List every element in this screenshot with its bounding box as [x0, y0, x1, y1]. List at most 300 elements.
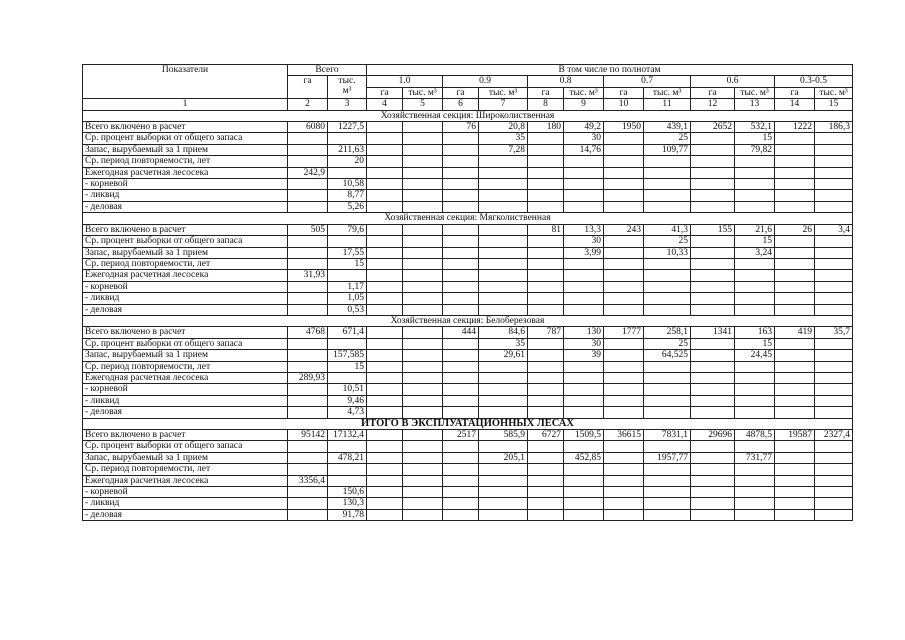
- table-cell: [735, 395, 775, 406]
- table-row: [83, 361, 853, 372]
- column-number: 3: [328, 99, 367, 110]
- table-cell: [604, 304, 644, 315]
- table-row: [83, 475, 853, 486]
- table-cell: [775, 487, 815, 498]
- table-cell: [604, 270, 644, 281]
- table-cell: 1957,77: [644, 452, 691, 463]
- table-cell: [367, 258, 403, 269]
- table-cell: 31,93: [288, 270, 328, 281]
- row-label: - ликвид: [83, 395, 288, 406]
- table-cell: [691, 395, 735, 406]
- table-cell: 452,85: [564, 452, 604, 463]
- table-cell: [604, 372, 644, 383]
- table-cell: [403, 452, 443, 463]
- table-row: [83, 407, 853, 418]
- table-cell: [735, 258, 775, 269]
- row-label: Ср. процент выборки от общего запаса: [83, 133, 288, 144]
- table-cell: [775, 304, 815, 315]
- table-cell: 17132,4: [328, 430, 367, 441]
- table-cell: [735, 464, 775, 475]
- section-header-row: [83, 315, 853, 326]
- table-cell: [604, 144, 644, 155]
- table-cell: [691, 270, 735, 281]
- table-cell: [443, 156, 479, 167]
- table-cell: [564, 464, 604, 475]
- table-cell: [644, 201, 691, 212]
- table-cell: [528, 281, 564, 292]
- table-cell: [691, 144, 735, 155]
- table-cell: [775, 201, 815, 212]
- table-cell: [288, 133, 328, 144]
- table-cell: [815, 258, 853, 269]
- table-cell: [443, 350, 479, 361]
- table-cell: [735, 509, 775, 520]
- table-cell: [815, 509, 853, 520]
- table-cell: 163: [735, 327, 775, 338]
- table-cell: [644, 156, 691, 167]
- table-cell: 3356,4: [288, 475, 328, 486]
- row-label: - корневой: [83, 179, 288, 190]
- table-cell: [604, 236, 644, 247]
- table-cell: [815, 167, 853, 178]
- table-cell: [367, 201, 403, 212]
- table-cell: [815, 407, 853, 418]
- table-cell: [735, 487, 775, 498]
- table-cell: [403, 327, 443, 338]
- table-cell: [775, 293, 815, 304]
- table-cell: [528, 487, 564, 498]
- table-cell: [775, 395, 815, 406]
- section-header-row: [83, 213, 853, 224]
- header-total-volume-unit: м³: [342, 86, 352, 97]
- table-cell: 0,53: [328, 304, 367, 315]
- table-cell: [288, 281, 328, 292]
- table-cell: [815, 133, 853, 144]
- table-cell: [403, 190, 443, 201]
- table-cell: 532,1: [735, 122, 775, 133]
- column-number: 9: [564, 99, 604, 110]
- table-cell: [644, 304, 691, 315]
- table-cell: 14,76: [564, 144, 604, 155]
- table-cell: 9,46: [328, 395, 367, 406]
- table-cell: [443, 236, 479, 247]
- row-label: Ср. процент выборки от общего запаса: [83, 236, 288, 247]
- table-cell: [403, 487, 443, 498]
- table-cell: [288, 350, 328, 361]
- table-cell: 1227,5: [328, 122, 367, 133]
- table-cell: 671,4: [328, 327, 367, 338]
- table-cell: [528, 190, 564, 201]
- table-cell: [443, 247, 479, 258]
- header-group-4: 0.7: [604, 76, 691, 87]
- header-total: Всего: [288, 65, 367, 76]
- table-cell: [604, 293, 644, 304]
- table-cell: [479, 475, 528, 486]
- table-cell: 243: [604, 224, 644, 235]
- table-cell: [288, 156, 328, 167]
- table-cell: [479, 395, 528, 406]
- table-row: [83, 156, 853, 167]
- table-cell: 36615: [604, 430, 644, 441]
- table-cell: [528, 167, 564, 178]
- table-cell: [443, 293, 479, 304]
- table-cell: [775, 156, 815, 167]
- table-cell: 17,55: [328, 247, 367, 258]
- table-row: [83, 304, 853, 315]
- table-cell: [443, 179, 479, 190]
- table-cell: [691, 475, 735, 486]
- table-cell: 1,17: [328, 281, 367, 292]
- table-cell: 20,8: [479, 122, 528, 133]
- row-label: - корневой: [83, 384, 288, 395]
- table-cell: 35: [479, 338, 528, 349]
- table-cell: [528, 133, 564, 144]
- table-cell: [691, 190, 735, 201]
- table-cell: [288, 395, 328, 406]
- row-label: Ср. процент выборки от общего запаса: [83, 338, 288, 349]
- table-row: [83, 487, 853, 498]
- table-cell: [528, 258, 564, 269]
- table-cell: 79,82: [735, 144, 775, 155]
- table-cell: [775, 464, 815, 475]
- table-cell: [644, 270, 691, 281]
- table-cell: 478,21: [328, 452, 367, 463]
- table-cell: [367, 167, 403, 178]
- table-cell: 10,33: [644, 247, 691, 258]
- table-cell: [604, 190, 644, 201]
- table-cell: [691, 338, 735, 349]
- table-cell: [403, 441, 443, 452]
- table-cell: 1,05: [328, 293, 367, 304]
- table-cell: 1509,5: [564, 430, 604, 441]
- table-cell: [479, 384, 528, 395]
- table-cell: [288, 487, 328, 498]
- table-cell: 731,77: [735, 452, 775, 463]
- subheader-ha: га: [691, 87, 735, 98]
- table-cell: [367, 270, 403, 281]
- table-cell: [691, 464, 735, 475]
- table-cell: [735, 475, 775, 486]
- table-cell: [479, 258, 528, 269]
- table-cell: [367, 293, 403, 304]
- column-number: 4: [367, 99, 403, 110]
- table-cell: [775, 407, 815, 418]
- table-cell: [604, 133, 644, 144]
- table-cell: 35,7: [815, 327, 853, 338]
- table-cell: 787: [528, 327, 564, 338]
- table-cell: [644, 509, 691, 520]
- table-cell: 180: [528, 122, 564, 133]
- table-cell: [644, 407, 691, 418]
- table-cell: [528, 270, 564, 281]
- table-cell: 150,6: [328, 487, 367, 498]
- table-cell: 76: [443, 122, 479, 133]
- table-cell: [528, 464, 564, 475]
- table-cell: [604, 475, 644, 486]
- table-cell: [443, 372, 479, 383]
- table-cell: [775, 441, 815, 452]
- table-cell: [479, 361, 528, 372]
- table-cell: [367, 464, 403, 475]
- table-cell: [528, 247, 564, 258]
- table-cell: [735, 361, 775, 372]
- table-cell: 289,93: [288, 372, 328, 383]
- subheader-thous-m3: тыс. м³: [644, 87, 691, 98]
- table-row: [83, 441, 853, 452]
- table-cell: [815, 179, 853, 190]
- table-cell: [288, 384, 328, 395]
- table-cell: [775, 498, 815, 509]
- table-cell: [443, 304, 479, 315]
- table-cell: 444: [443, 327, 479, 338]
- table-cell: 242,9: [288, 167, 328, 178]
- table-cell: [644, 487, 691, 498]
- table-cell: [644, 372, 691, 383]
- table-cell: 6080: [288, 122, 328, 133]
- table-cell: [604, 441, 644, 452]
- table-cell: 505: [288, 224, 328, 235]
- table-cell: [815, 190, 853, 201]
- row-label: Ср. период повторяемости, лет: [83, 258, 288, 269]
- table-cell: 585,9: [479, 430, 528, 441]
- table-cell: [403, 395, 443, 406]
- table-cell: [604, 281, 644, 292]
- table-cell: [691, 167, 735, 178]
- table-cell: [691, 258, 735, 269]
- row-label: - ликвид: [83, 293, 288, 304]
- table-cell: 29696: [691, 430, 735, 441]
- table-cell: [288, 201, 328, 212]
- table-cell: [735, 372, 775, 383]
- table-cell: [691, 247, 735, 258]
- table-cell: [367, 327, 403, 338]
- table-cell: [564, 304, 604, 315]
- table-cell: [815, 201, 853, 212]
- table-cell: [644, 464, 691, 475]
- table-cell: [775, 144, 815, 155]
- table-cell: [367, 475, 403, 486]
- row-label: - деловая: [83, 304, 288, 315]
- table-cell: [564, 384, 604, 395]
- table-cell: [403, 201, 443, 212]
- table-cell: [604, 384, 644, 395]
- table-row: [83, 179, 853, 190]
- header-group-6: 0.3-0.5: [775, 76, 853, 87]
- table-cell: 2327,4: [815, 430, 853, 441]
- table-cell: [403, 407, 443, 418]
- table-cell: [479, 372, 528, 383]
- table-cell: 13,3: [564, 224, 604, 235]
- table-cell: [403, 144, 443, 155]
- table-cell: [367, 144, 403, 155]
- table-cell: [691, 372, 735, 383]
- table-cell: [564, 509, 604, 520]
- table-cell: [479, 167, 528, 178]
- table-cell: [367, 372, 403, 383]
- table-row: [83, 327, 853, 338]
- row-label: Ежегодная расчетная лесосека: [83, 270, 288, 281]
- table-cell: [775, 350, 815, 361]
- table-cell: [328, 372, 367, 383]
- table-cell: [691, 441, 735, 452]
- header-group-1: 1.0: [367, 76, 443, 87]
- table-cell: 15: [735, 236, 775, 247]
- table-cell: [443, 498, 479, 509]
- row-label: Запас, вырубаемый за 1 прием: [83, 144, 288, 155]
- table-cell: [691, 133, 735, 144]
- table-cell: [528, 236, 564, 247]
- table-cell: [443, 338, 479, 349]
- table-cell: [479, 190, 528, 201]
- table-cell: 15: [328, 258, 367, 269]
- section-title: Хозяйственная секция: Мягколиственная: [83, 213, 853, 224]
- table-cell: [528, 395, 564, 406]
- table-cell: 41,3: [644, 224, 691, 235]
- table-cell: [815, 338, 853, 349]
- column-number: 5: [403, 99, 443, 110]
- table-cell: [479, 498, 528, 509]
- table-cell: [735, 498, 775, 509]
- table-cell: [479, 179, 528, 190]
- allowable-cut-table: [82, 64, 853, 521]
- table-cell: [775, 247, 815, 258]
- table-cell: [735, 201, 775, 212]
- table-cell: [691, 509, 735, 520]
- subheader-thous-m3: тыс. м³: [479, 87, 528, 98]
- table-cell: [691, 498, 735, 509]
- table-cell: 186,3: [815, 122, 853, 133]
- table-cell: [367, 487, 403, 498]
- table-cell: [443, 509, 479, 520]
- table-cell: [735, 384, 775, 395]
- table-cell: [403, 179, 443, 190]
- header-total-volume-thous: тыс.: [338, 76, 356, 87]
- table-cell: 157,585: [328, 350, 367, 361]
- table-cell: [403, 122, 443, 133]
- table-cell: [288, 247, 328, 258]
- row-label: - ликвид: [83, 190, 288, 201]
- column-number-row: [83, 99, 853, 110]
- header-indicators: Показатели: [83, 65, 288, 99]
- table-cell: 29,61: [479, 350, 528, 361]
- table-cell: [735, 304, 775, 315]
- table-cell: [288, 293, 328, 304]
- table-cell: 7,28: [479, 144, 528, 155]
- table-cell: [479, 236, 528, 247]
- table-cell: 30: [564, 133, 604, 144]
- table-cell: 26: [775, 224, 815, 235]
- table-cell: [288, 361, 328, 372]
- table-cell: [691, 293, 735, 304]
- table-row: [83, 122, 853, 133]
- table-cell: [564, 201, 604, 212]
- table-cell: [815, 236, 853, 247]
- table-cell: [443, 464, 479, 475]
- table-cell: [367, 133, 403, 144]
- table-cell: [604, 179, 644, 190]
- table-cell: 1950: [604, 122, 644, 133]
- table-cell: [735, 407, 775, 418]
- table-cell: [604, 509, 644, 520]
- table-cell: [443, 133, 479, 144]
- table-cell: 5,26: [328, 201, 367, 212]
- column-number: 2: [288, 99, 328, 110]
- table-cell: [564, 167, 604, 178]
- table-cell: [403, 281, 443, 292]
- row-label: - деловая: [83, 509, 288, 520]
- table-cell: [479, 270, 528, 281]
- column-number: 7: [479, 99, 528, 110]
- table-row: [83, 509, 853, 520]
- header-group-3: 0.8: [528, 76, 604, 87]
- table-cell: [815, 441, 853, 452]
- table-cell: [403, 384, 443, 395]
- table-cell: 15: [328, 361, 367, 372]
- table-row: [83, 293, 853, 304]
- table-cell: [775, 361, 815, 372]
- section-header-row: [83, 418, 853, 429]
- column-number: 8: [528, 99, 564, 110]
- table-cell: [775, 372, 815, 383]
- table-cell: [691, 281, 735, 292]
- table-cell: [443, 258, 479, 269]
- table-cell: 3,4: [815, 224, 853, 235]
- table-cell: 2652: [691, 122, 735, 133]
- table-cell: [775, 133, 815, 144]
- table-cell: [564, 441, 604, 452]
- table-cell: [775, 258, 815, 269]
- row-label: - деловая: [83, 201, 288, 212]
- header-group-5: 0.6: [691, 76, 775, 87]
- section-title: Хозяйственная секция: Белоберезовая: [83, 315, 853, 326]
- column-number: 10: [604, 99, 644, 110]
- table-cell: [367, 247, 403, 258]
- table-cell: 35: [479, 133, 528, 144]
- table-cell: [288, 144, 328, 155]
- table-cell: 109,77: [644, 144, 691, 155]
- table-cell: [815, 361, 853, 372]
- table-cell: [528, 498, 564, 509]
- table-row: [83, 350, 853, 361]
- table-cell: [604, 247, 644, 258]
- table-cell: [479, 487, 528, 498]
- table-cell: [564, 395, 604, 406]
- table-cell: [288, 509, 328, 520]
- row-label: Ежегодная расчетная лесосека: [83, 475, 288, 486]
- table-cell: [479, 464, 528, 475]
- table-cell: [288, 452, 328, 463]
- table-cell: 130,3: [328, 498, 367, 509]
- table-cell: [644, 384, 691, 395]
- table-cell: [367, 350, 403, 361]
- table-cell: 6727: [528, 430, 564, 441]
- table-cell: [367, 190, 403, 201]
- table-cell: [815, 281, 853, 292]
- table-cell: [691, 156, 735, 167]
- table-cell: [443, 224, 479, 235]
- table-cell: [815, 156, 853, 167]
- row-label: Запас, вырубаемый за 1 прием: [83, 452, 288, 463]
- table-cell: 81: [528, 224, 564, 235]
- table-row: [83, 372, 853, 383]
- row-label: - корневой: [83, 281, 288, 292]
- table-cell: [443, 167, 479, 178]
- row-label: Ср. период повторяемости, лет: [83, 464, 288, 475]
- table-cell: 21,6: [735, 224, 775, 235]
- table-cell: [691, 304, 735, 315]
- table-cell: [367, 224, 403, 235]
- table-cell: [288, 304, 328, 315]
